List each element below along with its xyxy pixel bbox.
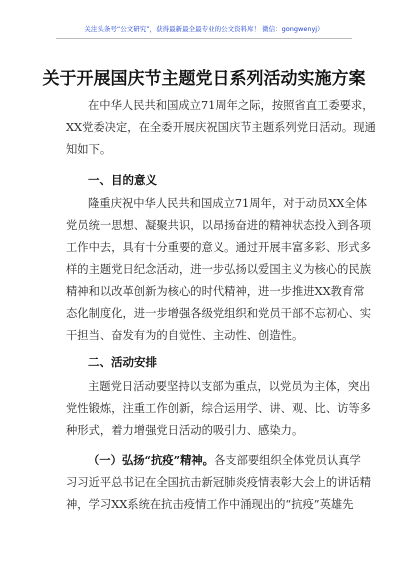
intro-line: XX党委决定，在全委开展庆祝国庆节主题系列党日活动。现通 bbox=[66, 121, 376, 134]
item-antiepidemic-paragraph bbox=[66, 449, 372, 516]
purpose-line: 党员统一思想、凝聚共识，以昂扬奋进的精神状态投入到各项 bbox=[66, 219, 372, 232]
arrangements-paragraph bbox=[66, 376, 372, 442]
section-heading-arrangements: 二、活动安排 bbox=[88, 355, 157, 369]
item-antiepidemic-line: 习习近平总书记在全国抗击新冠肺炎疫情表彰大会上的讲话精 bbox=[66, 476, 372, 489]
arrangements-line: 主题党日活动要坚持以支部为重点，以党员为主体，突出 bbox=[88, 380, 371, 393]
purpose-line: 干担当、奋发有为的自觉性、主动性、创造性。 bbox=[66, 329, 304, 342]
intro-line: 知如下。 bbox=[66, 143, 112, 156]
header-divider bbox=[56, 38, 352, 39]
document-title: 关于开展国庆节主题党日系列活动实施方案 bbox=[42, 69, 366, 89]
purpose-line: 态化制度化，进一步增强各级党组织和党员干部不忘初心、实 bbox=[66, 307, 372, 320]
purpose-line: 工作中去，具有十分重要的意义。通过开展丰富多彩、形式多 bbox=[66, 241, 372, 254]
purpose-line: 隆重庆祝中华人民共和国成立71周年，对于动员XX全体 bbox=[88, 197, 367, 210]
intro-paragraph bbox=[66, 95, 376, 161]
purpose-line: 样的主题党日纪念活动，进一步弘扬以爱国主义为核心的民族 bbox=[66, 263, 372, 276]
purpose-line: 精神和以改革创新为核心的时代精神，进一步推进XX教育常 bbox=[66, 285, 365, 298]
arrangements-line: 党性锻炼，注重工作创新，综合运用学、讲、观、比、访等多 bbox=[66, 402, 372, 415]
item-antiepidemic-label: （一）弘扬“抗疫”精神。 bbox=[88, 453, 214, 467]
section-heading-purpose: 一、目的意义 bbox=[88, 173, 157, 187]
item-antiepidemic-first-line bbox=[66, 449, 361, 472]
item-antiepidemic-first-rest: 各支部要组织全体党员认真学 bbox=[213, 454, 361, 467]
arrangements-line: 种形式，着力增强党日活动的吸引力、感染力。 bbox=[66, 424, 304, 437]
purpose-paragraph bbox=[66, 193, 372, 347]
item-antiepidemic-line: 神，学习XX系统在抗击疫情工作中涌现出的“抗疫”英雄先 bbox=[66, 498, 354, 511]
intro-line: 在中华人民共和国成立71周年之际，按照省直工委要求， bbox=[88, 99, 374, 112]
header-note: 关注头条号“公文研究”，获得最新最全最专业的公文资料库！ 微信：gongwenyj） bbox=[84, 25, 324, 33]
